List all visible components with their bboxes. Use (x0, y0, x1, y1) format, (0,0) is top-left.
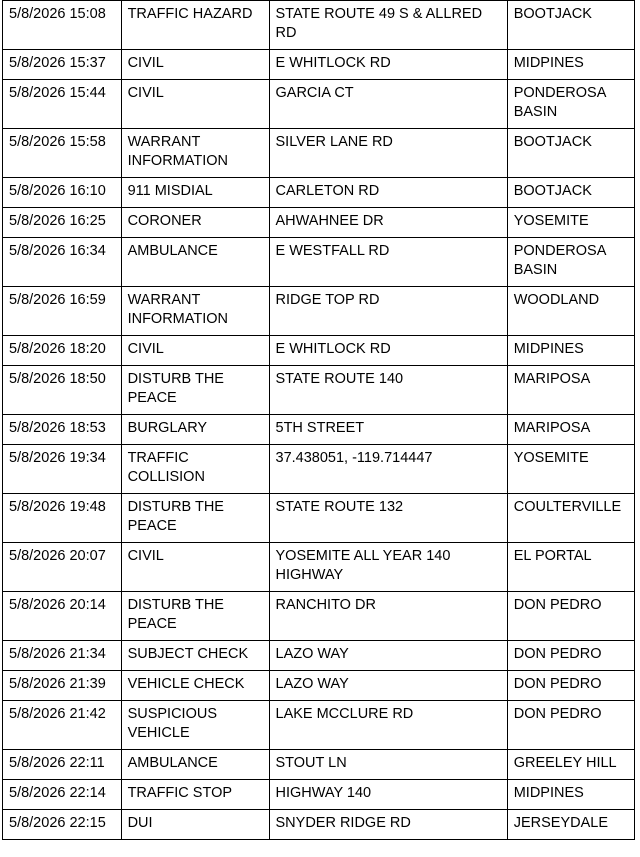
location-cell: CARLETON RD (269, 178, 507, 208)
call-type-cell: AMBULANCE (121, 238, 269, 287)
location-cell: STATE ROUTE 49 S & ALLRED RD (269, 1, 507, 50)
location-cell: LAZO WAY (269, 641, 507, 671)
call-type-cell: CIVIL (121, 50, 269, 80)
call-type-cell: WARRANT INFORMATION (121, 129, 269, 178)
table-row (3, 415, 635, 445)
datetime-cell: 5/8/2026 15:08 (3, 1, 122, 50)
area-cell: MIDPINES (507, 50, 634, 80)
area-cell: JERSEYDALE (507, 810, 634, 840)
call-type-cell: CIVIL (121, 336, 269, 366)
area-cell: PONDEROSA BASIN (507, 238, 634, 287)
table-row (3, 543, 635, 592)
datetime-cell: 5/8/2026 16:34 (3, 238, 122, 287)
call-type-cell: TRAFFIC HAZARD (121, 1, 269, 50)
area-cell: MARIPOSA (507, 415, 634, 445)
location-cell: SNYDER RIDGE RD (269, 810, 507, 840)
datetime-cell: 5/8/2026 15:37 (3, 50, 122, 80)
area-cell: GREELEY HILL (507, 750, 634, 780)
datetime-cell: 5/8/2026 21:39 (3, 671, 122, 701)
call-type-cell: VEHICLE CHECK (121, 671, 269, 701)
area-cell: DON PEDRO (507, 592, 634, 641)
datetime-cell: 5/8/2026 16:10 (3, 178, 122, 208)
table-row (3, 750, 635, 780)
call-log-body (3, 1, 635, 840)
area-cell: DON PEDRO (507, 701, 634, 750)
datetime-cell: 5/8/2026 20:14 (3, 592, 122, 641)
datetime-cell: 5/8/2026 18:53 (3, 415, 122, 445)
location-cell: YOSEMITE ALL YEAR 140 HIGHWAY (269, 543, 507, 592)
location-cell: RIDGE TOP RD (269, 287, 507, 336)
call-log-table (2, 0, 635, 840)
datetime-cell: 5/8/2026 16:59 (3, 287, 122, 336)
location-cell: LAZO WAY (269, 671, 507, 701)
call-type-cell: AMBULANCE (121, 750, 269, 780)
call-type-cell: BURGLARY (121, 415, 269, 445)
area-cell: MIDPINES (507, 336, 634, 366)
table-row (3, 701, 635, 750)
datetime-cell: 5/8/2026 22:15 (3, 810, 122, 840)
table-row (3, 366, 635, 415)
call-type-cell: SUBJECT CHECK (121, 641, 269, 671)
call-type-cell: 911 MISDIAL (121, 178, 269, 208)
table-row (3, 810, 635, 840)
call-type-cell: TRAFFIC STOP (121, 780, 269, 810)
call-type-cell: DISTURB THE PEACE (121, 494, 269, 543)
datetime-cell: 5/8/2026 19:34 (3, 445, 122, 494)
datetime-cell: 5/8/2026 16:25 (3, 208, 122, 238)
location-cell: LAKE MCCLURE RD (269, 701, 507, 750)
table-row (3, 238, 635, 287)
location-cell: STOUT LN (269, 750, 507, 780)
table-row (3, 1, 635, 50)
area-cell: BOOTJACK (507, 1, 634, 50)
datetime-cell: 5/8/2026 15:58 (3, 129, 122, 178)
call-type-cell: DISTURB THE PEACE (121, 366, 269, 415)
datetime-cell: 5/8/2026 20:07 (3, 543, 122, 592)
location-cell: SILVER LANE RD (269, 129, 507, 178)
table-row (3, 494, 635, 543)
datetime-cell: 5/8/2026 18:20 (3, 336, 122, 366)
table-row (3, 287, 635, 336)
location-cell: AHWAHNEE DR (269, 208, 507, 238)
call-type-cell: WARRANT INFORMATION (121, 287, 269, 336)
datetime-cell: 5/8/2026 22:14 (3, 780, 122, 810)
table-row (3, 129, 635, 178)
table-row (3, 50, 635, 80)
area-cell: COULTERVILLE (507, 494, 634, 543)
datetime-cell: 5/8/2026 22:11 (3, 750, 122, 780)
location-cell: E WESTFALL RD (269, 238, 507, 287)
call-type-cell: TRAFFIC COLLISION (121, 445, 269, 494)
table-row (3, 592, 635, 641)
datetime-cell: 5/8/2026 21:42 (3, 701, 122, 750)
area-cell: MARIPOSA (507, 366, 634, 415)
call-type-cell: DISTURB THE PEACE (121, 592, 269, 641)
call-type-cell: SUSPICIOUS VEHICLE (121, 701, 269, 750)
table-row (3, 671, 635, 701)
area-cell: YOSEMITE (507, 445, 634, 494)
area-cell: YOSEMITE (507, 208, 634, 238)
datetime-cell: 5/8/2026 18:50 (3, 366, 122, 415)
area-cell: PONDEROSA BASIN (507, 80, 634, 129)
location-cell: E WHITLOCK RD (269, 336, 507, 366)
call-type-cell: CIVIL (121, 543, 269, 592)
area-cell: BOOTJACK (507, 129, 634, 178)
location-cell: HIGHWAY 140 (269, 780, 507, 810)
table-row (3, 641, 635, 671)
datetime-cell: 5/8/2026 15:44 (3, 80, 122, 129)
table-row (3, 336, 635, 366)
area-cell: WOODLAND (507, 287, 634, 336)
table-row (3, 208, 635, 238)
call-type-cell: DUI (121, 810, 269, 840)
area-cell: MIDPINES (507, 780, 634, 810)
location-cell: 5TH STREET (269, 415, 507, 445)
location-cell: STATE ROUTE 140 (269, 366, 507, 415)
call-type-cell: CORONER (121, 208, 269, 238)
location-cell: GARCIA CT (269, 80, 507, 129)
area-cell: DON PEDRO (507, 671, 634, 701)
location-cell: STATE ROUTE 132 (269, 494, 507, 543)
table-row (3, 80, 635, 129)
location-cell: 37.438051, -119.714447 (269, 445, 507, 494)
table-row (3, 445, 635, 494)
table-row (3, 780, 635, 810)
call-type-cell: CIVIL (121, 80, 269, 129)
datetime-cell: 5/8/2026 21:34 (3, 641, 122, 671)
area-cell: EL PORTAL (507, 543, 634, 592)
location-cell: E WHITLOCK RD (269, 50, 507, 80)
datetime-cell: 5/8/2026 19:48 (3, 494, 122, 543)
location-cell: RANCHITO DR (269, 592, 507, 641)
area-cell: BOOTJACK (507, 178, 634, 208)
table-row (3, 178, 635, 208)
area-cell: DON PEDRO (507, 641, 634, 671)
